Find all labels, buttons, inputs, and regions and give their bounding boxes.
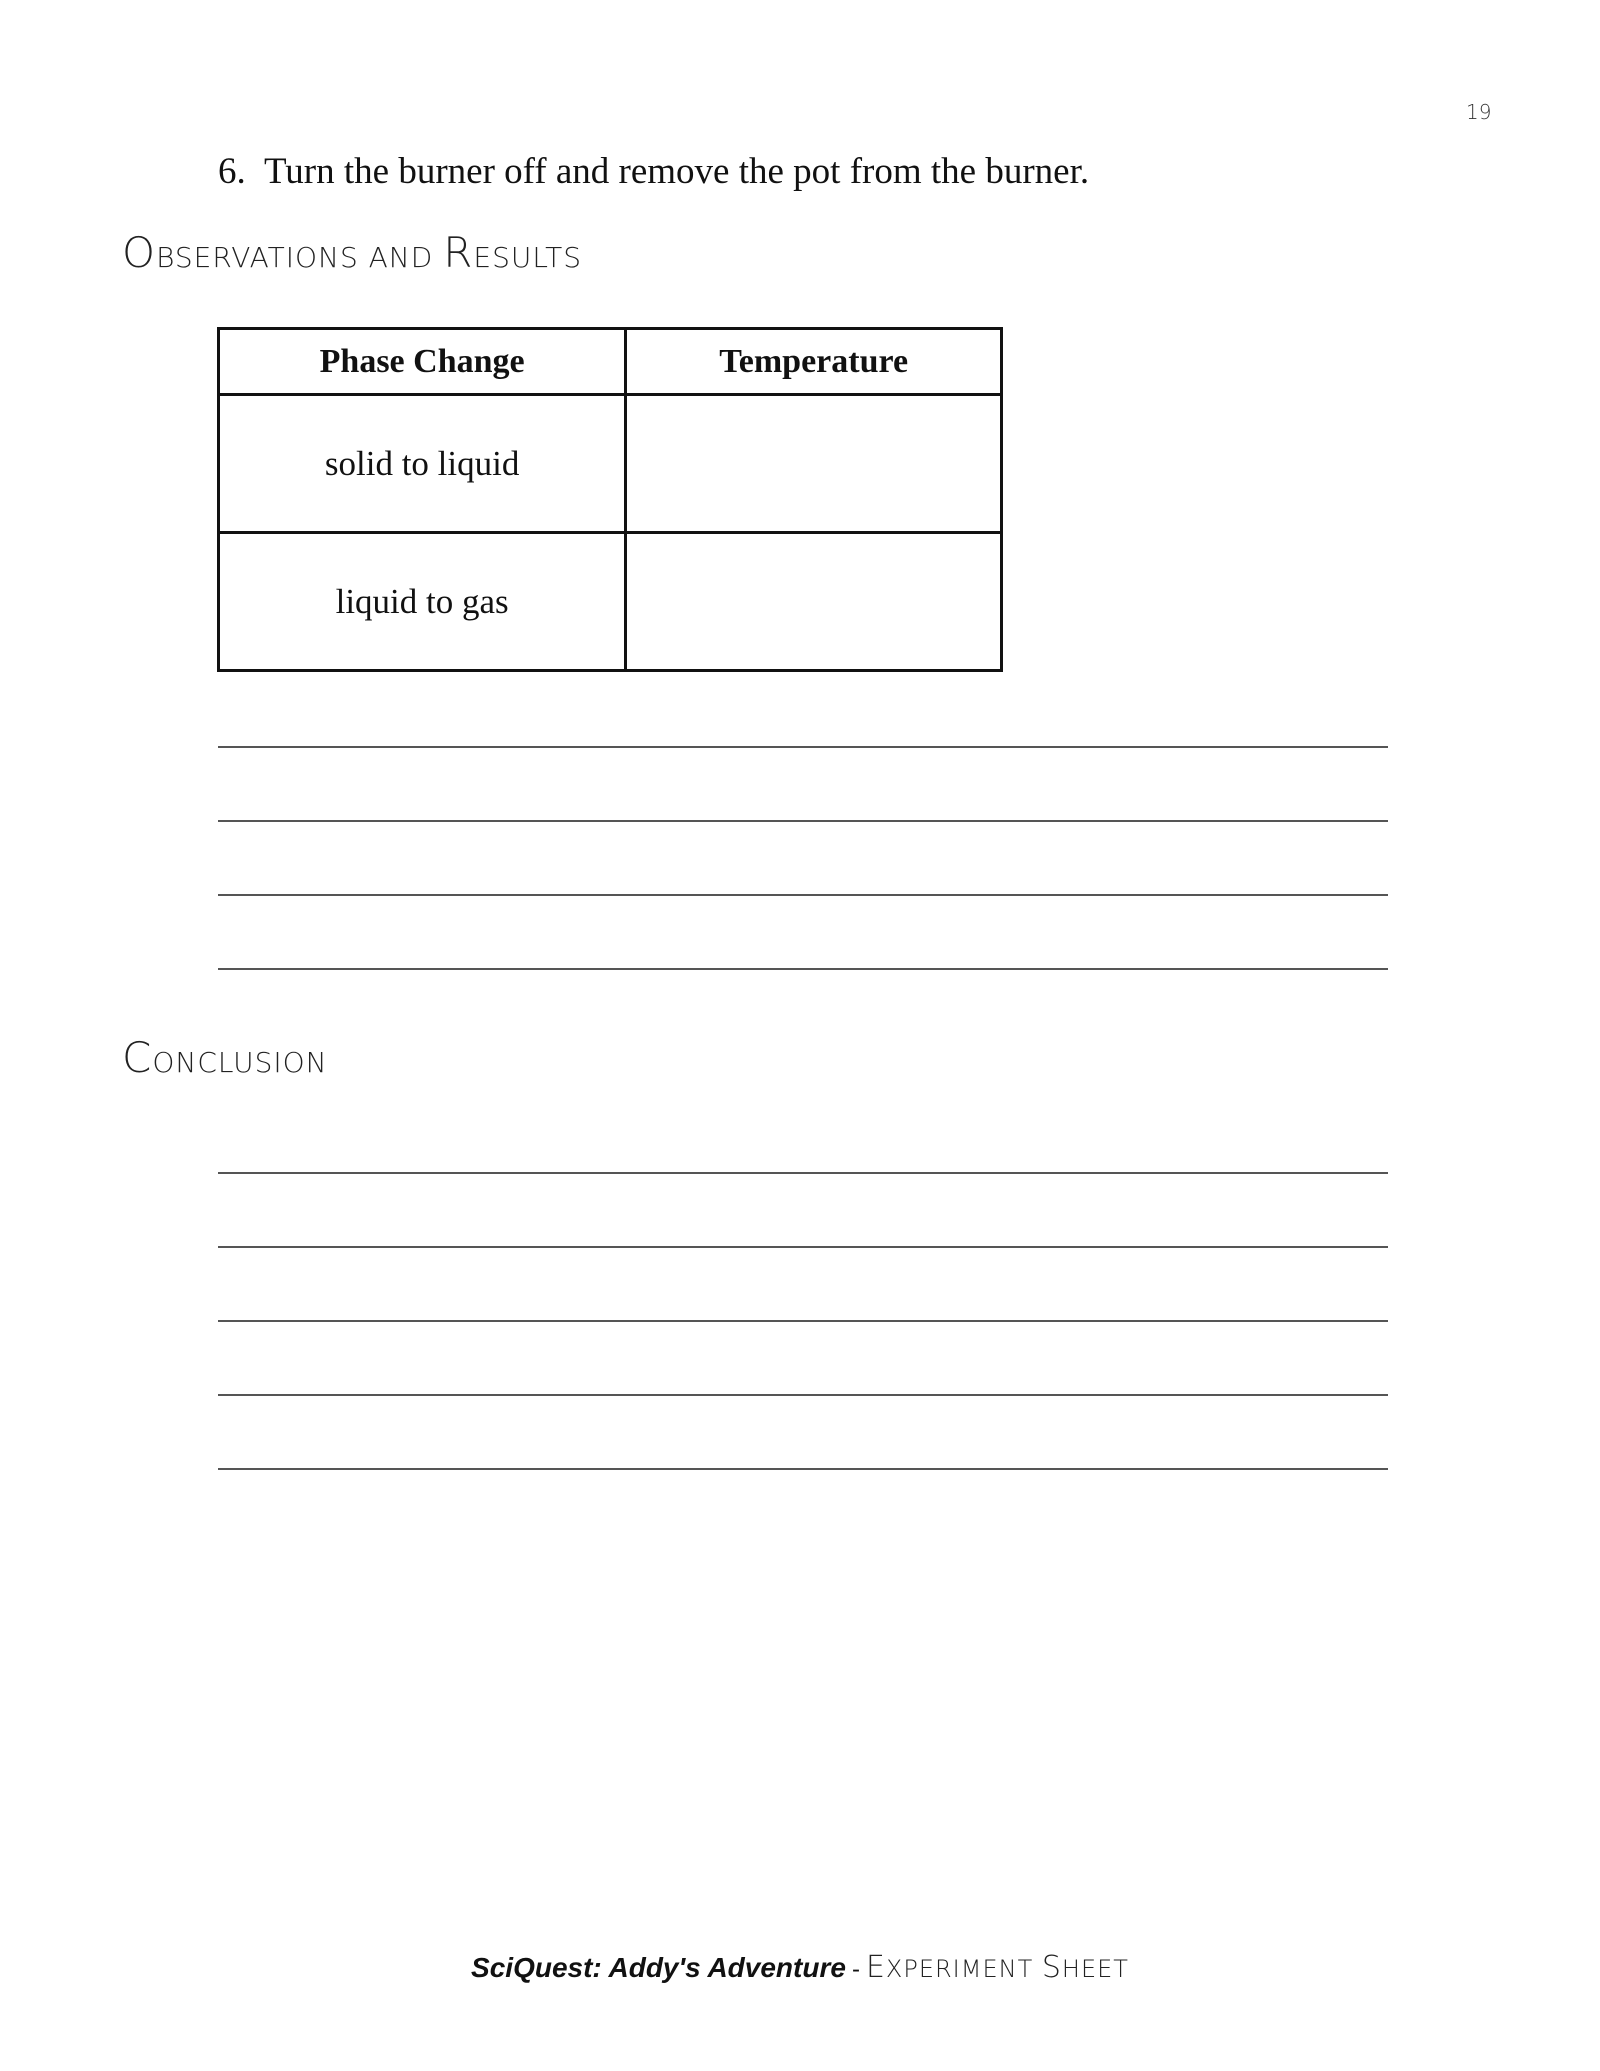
- table-row: [219, 533, 1002, 671]
- footer-subtitle: EXPERIMENT SHEET: [865, 1950, 1129, 1985]
- heading-text: ESULTS: [473, 241, 582, 274]
- footer-book-title: SciQuest: Addy's Adventure: [471, 1952, 846, 1983]
- observations-heading: [122, 228, 582, 277]
- heading-initial: O: [122, 228, 157, 277]
- answer-line[interactable]: [218, 1172, 1388, 1174]
- answer-line[interactable]: [218, 1320, 1388, 1322]
- answer-line[interactable]: [218, 1468, 1388, 1470]
- conclusion-heading: [122, 1033, 328, 1082]
- answer-line[interactable]: [218, 1246, 1388, 1248]
- heading-text: ONCLUSION: [152, 1046, 328, 1079]
- answer-line[interactable]: [218, 820, 1388, 822]
- phase-change-cell: liquid to gas: [219, 533, 626, 671]
- footer-separator: -: [851, 1956, 860, 1983]
- heading-initial: C: [122, 1033, 153, 1082]
- header-phase-change: Phase Change: [219, 329, 626, 395]
- header-temperature: Temperature: [626, 329, 1002, 395]
- table-header-row: [219, 329, 1002, 395]
- temperature-cell[interactable]: [626, 395, 1002, 533]
- answer-line[interactable]: [218, 746, 1388, 748]
- heading-text: BSERVATIONS AND: [156, 241, 444, 274]
- step-text: Turn the burner off and remove the pot from the burner.: [264, 151, 1090, 192]
- instruction-step: [218, 150, 1089, 193]
- table-row: [219, 395, 1002, 533]
- answer-line[interactable]: [218, 894, 1388, 896]
- heading-initial: R: [443, 228, 474, 277]
- page-footer: [0, 1950, 1600, 1985]
- phase-change-cell: solid to liquid: [219, 395, 626, 533]
- phase-change-table: [217, 327, 1003, 672]
- answer-line[interactable]: [218, 968, 1388, 970]
- answer-line[interactable]: [218, 1394, 1388, 1396]
- step-number: 6.: [218, 151, 246, 192]
- page-number: 19: [1466, 100, 1492, 124]
- temperature-cell[interactable]: [626, 533, 1002, 671]
